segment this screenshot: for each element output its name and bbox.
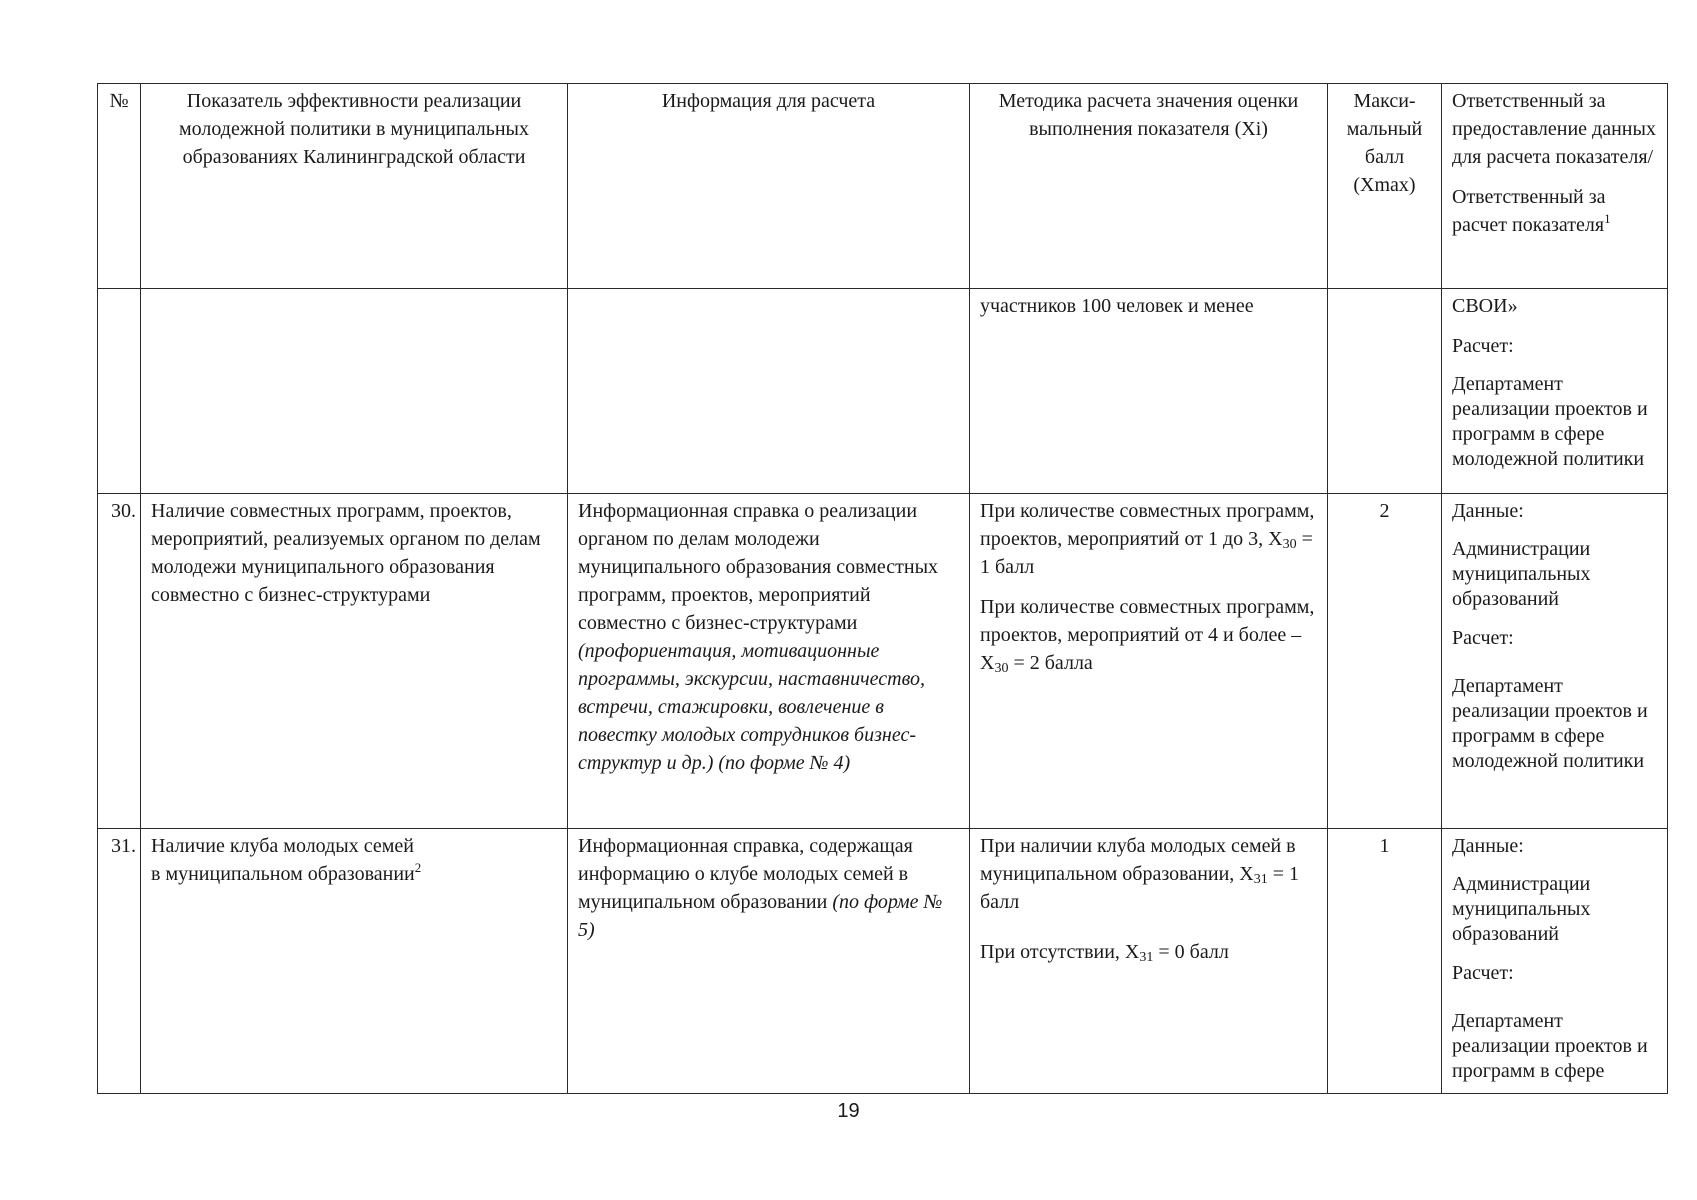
method-option-1-score: = 1 балл [980, 863, 1300, 913]
resp-department: Департамент реализации проектов и программ в сфере [1452, 1010, 1648, 1082]
info-italic-text: (по форме № 5) [578, 891, 943, 941]
method-option-2 [980, 593, 1317, 677]
cell-responsible [1442, 289, 1668, 494]
header-max-line-1: Макси- [1353, 90, 1416, 112]
method-option-1-sub: 30 [1282, 537, 1297, 552]
method-option-1-text: При количестве совместных программ, проектов, мероприятий от 1 до 3, X [980, 500, 1315, 550]
cell-max: 2 [1328, 494, 1442, 829]
info-plain-text: Информационная справка, содержащая информацию о клубе молодых семей в муниципальном образовании [578, 835, 913, 913]
method-option-1-text: При наличии клуба молодых семей в муниципальном образовании, X [980, 835, 1296, 885]
header-responsible-calc [1452, 183, 1657, 239]
cell-num: 31. [98, 829, 141, 1094]
resp-calc-label: Расчет: [1452, 627, 1514, 649]
cell-method [970, 829, 1328, 1094]
cell-indicator-empty [141, 289, 568, 494]
cell-info [568, 829, 970, 1094]
header-max-line-3: балл [1364, 146, 1405, 168]
method-option-2-text: При отсутствии, X [980, 941, 1140, 963]
table-header-row [98, 84, 1668, 289]
indicators-table [97, 83, 1668, 1094]
method-option-2-score: = 0 балл [1153, 941, 1229, 963]
cell-max: 1 [1328, 829, 1442, 1094]
resp-administrations: Администрации муниципальных образований [1452, 873, 1591, 945]
resp-department: Департамент реализации проектов и программ в сфере молодежной политики [1452, 675, 1648, 772]
cell-max-empty [1328, 289, 1442, 494]
method-option-2-score: = 2 балла [1008, 652, 1093, 674]
resp-line: СВОИ» [1452, 295, 1518, 317]
header-method: Методика расчета значения оценки выполнения показателя (Xi) [970, 84, 1328, 289]
cell-info-empty [568, 289, 970, 494]
header-indicator: Показатель эффективности реализации молодежной политики в муниципальных образованиях Калининградской области [141, 84, 568, 289]
cell-method [970, 494, 1328, 829]
header-max [1328, 84, 1442, 289]
method-option-2 [980, 938, 1317, 966]
header-responsible [1442, 84, 1668, 289]
info-plain-text: Информационная справка о реализации органом по делам молодежи муниципального образования совместных программ, проектов, мероприятий совместно с бизнес-структурами [578, 500, 938, 634]
info-italic-text: (профориентация, мотивационные программы, экскурсии, наставничество, встречи, стажировки, вовлечение в повестку молодых сотрудников бизнес-структур и др.) (по форме № 4) [578, 640, 925, 774]
method-option-1 [980, 832, 1317, 916]
table-row-30 [98, 494, 1668, 829]
indicator-line-2 [151, 860, 557, 888]
cell-num-empty [98, 289, 141, 494]
header-info: Информация для расчета [568, 84, 970, 289]
page-number: 19 [837, 1100, 860, 1122]
method-option-1 [980, 497, 1317, 581]
indicator-line-2-text: в муниципальном образовании [151, 863, 415, 885]
indicator-line-1: Наличие клуба молодых семей [151, 835, 414, 857]
resp-department: Департамент реализации проектов и программ в сфере молодежной политики [1452, 373, 1648, 470]
method-option-2-sub: 31 [1139, 950, 1154, 965]
header-responsible-data: Ответственный за предоставление данных для расчета показателя/ [1452, 90, 1656, 168]
resp-data-label: Данные: [1452, 500, 1524, 522]
cell-method: участников 100 человек и менее [970, 289, 1328, 494]
header-max-line-2: мальный [1346, 118, 1423, 140]
cell-responsible [1442, 494, 1668, 829]
resp-calc-label: Расчет: [1452, 962, 1514, 984]
cell-indicator: Наличие совместных программ, проектов, мероприятий, реализуемых органом по делам молодежи муниципального образования совместно с бизнес-структурами [141, 494, 568, 829]
footnote-mark-2: 2 [414, 860, 422, 875]
cell-info [568, 494, 970, 829]
cell-indicator [141, 829, 568, 1094]
cell-responsible [1442, 829, 1668, 1094]
method-option-1-score: = 1 балл [980, 528, 1313, 578]
footnote-mark-1: 1 [1604, 211, 1611, 226]
cell-num: 30. [98, 494, 141, 829]
table-row [98, 289, 1668, 494]
resp-data-label: Данные: [1452, 835, 1524, 857]
resp-calc-label: Расчет: [1452, 335, 1514, 357]
table-row-31 [98, 829, 1668, 1094]
resp-administrations: Администрации муниципальных образований [1452, 538, 1591, 610]
method-option-2-sub: 30 [994, 661, 1009, 676]
method-option-1-sub: 31 [1253, 872, 1268, 887]
method-option-2-text: При количестве совместных программ, проектов, мероприятий от 4 и более – X [980, 596, 1315, 674]
header-max-line-4: (Xmax) [1353, 174, 1416, 196]
header-responsible-calc-text: Ответственный за расчет показателя [1452, 186, 1606, 236]
header-num: № [98, 84, 141, 289]
